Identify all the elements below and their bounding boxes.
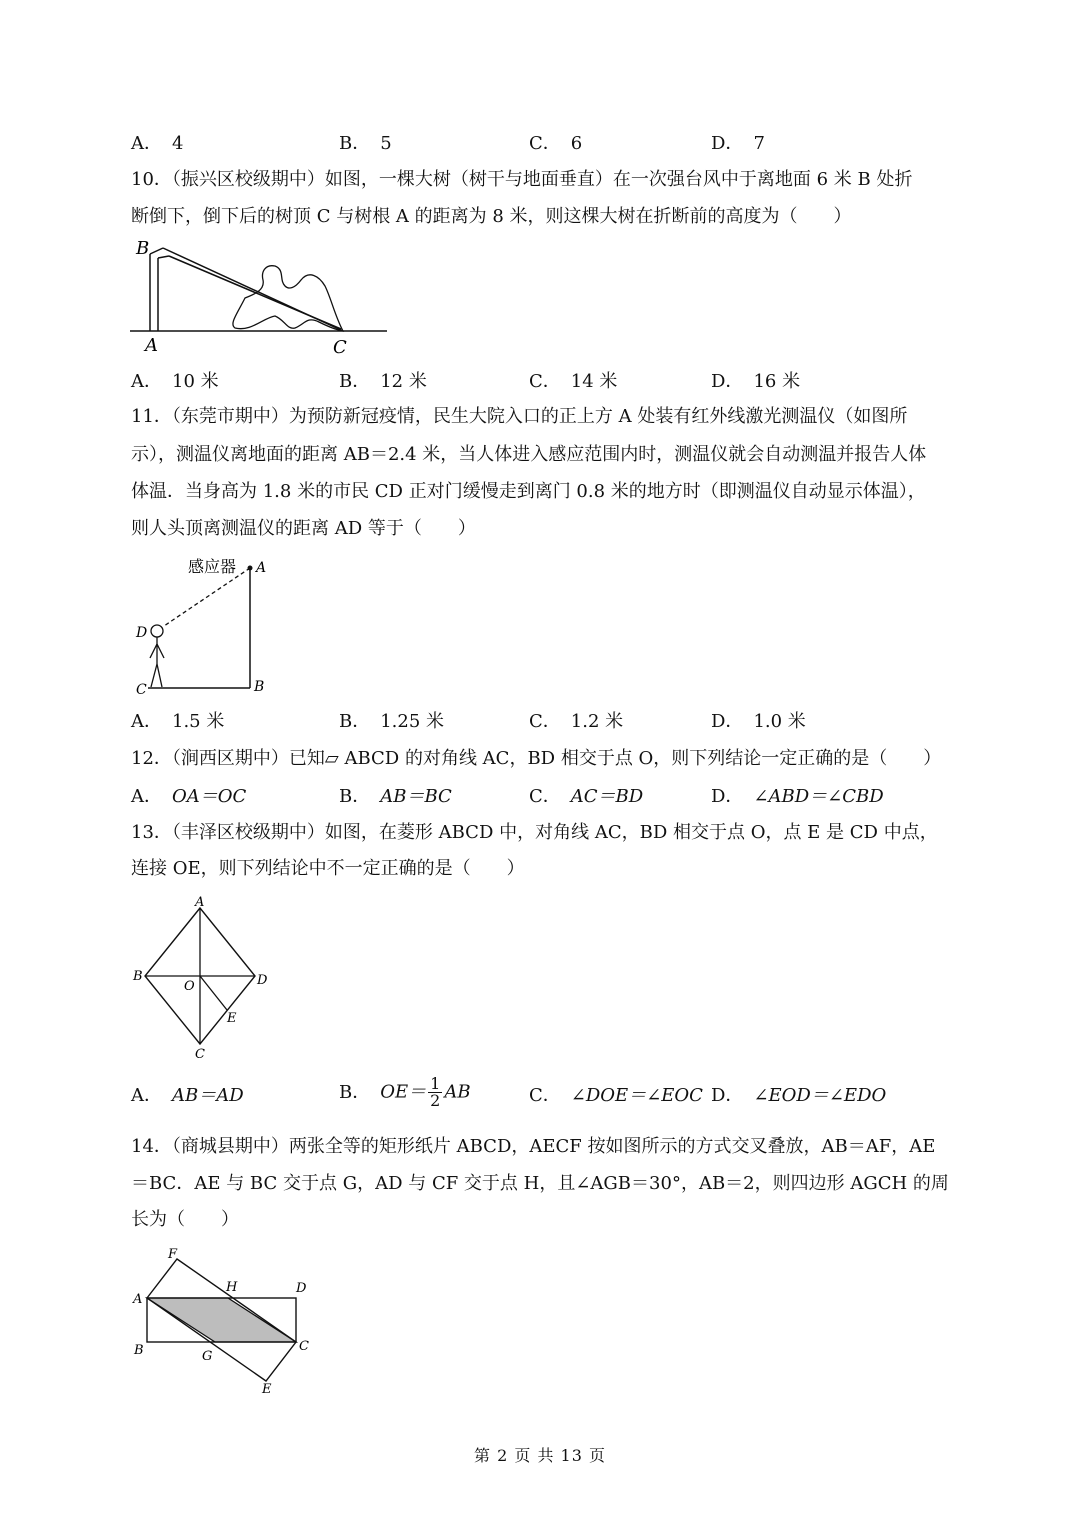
q11-option-d: D． 1.0 米 <box>711 711 806 732</box>
q10-option-d: D． 16 米 <box>711 371 801 392</box>
q14-label-e: E <box>262 1382 272 1397</box>
q11-stem-line-2: 示），测温仪离地面的距离 AB＝2.4 米，当人体进入感应范围内时，测温仪就会自动测温并报告人体 <box>131 444 927 465</box>
q10-label-c: C <box>333 337 347 358</box>
q13-label-a: A <box>195 895 205 910</box>
q13-label-e: E <box>227 1011 237 1026</box>
q12-option-a: A． OA＝OC <box>131 786 247 807</box>
q11-option-c: C． 1.2 米 <box>529 711 624 732</box>
q14-label-g: G <box>202 1349 213 1364</box>
q13-fraction: $\frac{1}{2}$ <box>430 1074 441 1110</box>
q12-options <box>131 783 1011 811</box>
q10-options <box>131 368 1011 396</box>
q10-stem-line-1: 10．（振兴区校级期中）如图，一棵大树（树干与地面垂直）在一次强台风中于离地面 6 米 B 处折 <box>131 169 913 190</box>
q13-stem-line-1: 13．（丰泽区校级期中）如图，在菱形 ABCD 中，对角线 AC，BD 相交于点 O，点 E 是 CD 中点， <box>131 822 938 843</box>
q13-options <box>131 1074 1011 1110</box>
q10-option-c: C． 14 米 <box>529 371 618 392</box>
q11-label-c: C <box>136 682 147 698</box>
q9-option-c: C． 6 <box>529 133 583 154</box>
q11-label-a: A <box>256 560 267 576</box>
q14-label-h: H <box>226 1280 238 1295</box>
q10-option-b: B． 12 米 <box>339 371 427 392</box>
q13-option-a: A． AB＝AD <box>131 1085 244 1106</box>
q13-segment-oe <box>200 976 227 1010</box>
q14-label-a: A <box>133 1292 143 1307</box>
q9-option-a: A． 4 <box>131 133 184 154</box>
q11-options <box>131 708 1011 736</box>
q12-option-c: C． AC＝BD <box>529 786 644 807</box>
q11-stem-line-3: 体温．当身高为 1.8 米的市民 CD 正对门缓慢走到离门 0.8 米的地方时（即测温仪自动显示体温）， <box>131 481 926 502</box>
q13-label-d: D <box>257 973 268 988</box>
q14-stem-line-3: 长为（ ） <box>131 1209 239 1230</box>
q10-foliage <box>233 266 343 331</box>
q11-label-d: D <box>136 625 148 641</box>
q14-label-f: F <box>168 1247 178 1262</box>
q12-option-b: B． AB＝BC <box>339 786 452 807</box>
q11-label-b: B <box>254 679 265 695</box>
q14-stem-line-1: 14．（商城县期中）两张全等的矩形纸片 ABCD，AECF 按如图所示的方式交叉叠放，AB＝AF，AE <box>131 1136 936 1157</box>
q10-option-a: A． 10 米 <box>131 371 219 392</box>
q11-option-b: B． 1.25 米 <box>339 711 445 732</box>
q11-option-a: A． 1.5 米 <box>131 711 225 732</box>
q10-stem-line-2: 断倒下，倒下后的树顶 C 与树根 A 的距离为 8 米，则这棵大树在折断前的高度为（ ） <box>131 206 852 227</box>
q11-label-sensor: 感应器 <box>188 557 237 576</box>
q13-label-c: C <box>195 1047 205 1062</box>
q14-label-b: B <box>134 1343 144 1358</box>
q11-person-head <box>151 625 163 637</box>
q11-stem-line-4: 则人头顶离测温仪的距离 AD 等于（ ） <box>131 518 476 539</box>
q12-stem-line-1: 12．（涧西区期中）已知▱ ABCD 的对角线 AC，BD 相交于点 O，则下列结论一定正确的是（ ） <box>131 748 942 769</box>
q14-rectangles-figure <box>128 1244 328 1397</box>
q9-options <box>131 130 1011 158</box>
q10-label-b: B <box>136 238 150 259</box>
q13-option-d: D． ∠EOD＝∠EDO <box>711 1085 887 1106</box>
q10-tree-figure <box>125 236 395 361</box>
q14-stem-line-2: ＝BC．AE 与 BC 交于点 G，AD 与 CF 交于点 H，且∠AGB＝30°，AB＝2，则四边形 AGCH 的周 <box>131 1173 949 1194</box>
q13-label-o: O <box>184 979 195 994</box>
q11-stem-line-1: 11．（东莞市期中）为预防新冠疫情，民生大院入口的正上方 A 处装有红外线激光测温仪（如图所 <box>131 406 908 427</box>
page-footer: 第 2 页 共 13 页 <box>474 1446 606 1465</box>
q9-option-d: D． 7 <box>711 133 765 154</box>
q13-stem-line-2: 连接 OE，则下列结论中不一定正确的是（ ） <box>131 858 525 879</box>
q14-label-d: D <box>296 1281 307 1296</box>
q10-label-a: A <box>145 335 158 356</box>
q12-option-d: D． ∠ABD＝∠CBD <box>711 786 884 807</box>
q11-dashed-line <box>164 568 250 626</box>
q9-option-b: B． 5 <box>339 133 392 154</box>
q13-option-b: B． OE＝ $\frac{1}{2}$ AB <box>339 1074 471 1110</box>
q13-rhombus-figure <box>128 894 278 1064</box>
q10-fallen-bottom <box>169 256 341 329</box>
q14-shaded-agch <box>147 1298 296 1342</box>
q14-label-c: C <box>299 1339 309 1354</box>
q11-sensor-figure <box>128 552 278 702</box>
q13-label-b: B <box>133 969 143 984</box>
q13-option-c: C． ∠DOE＝∠EOC <box>529 1085 703 1106</box>
